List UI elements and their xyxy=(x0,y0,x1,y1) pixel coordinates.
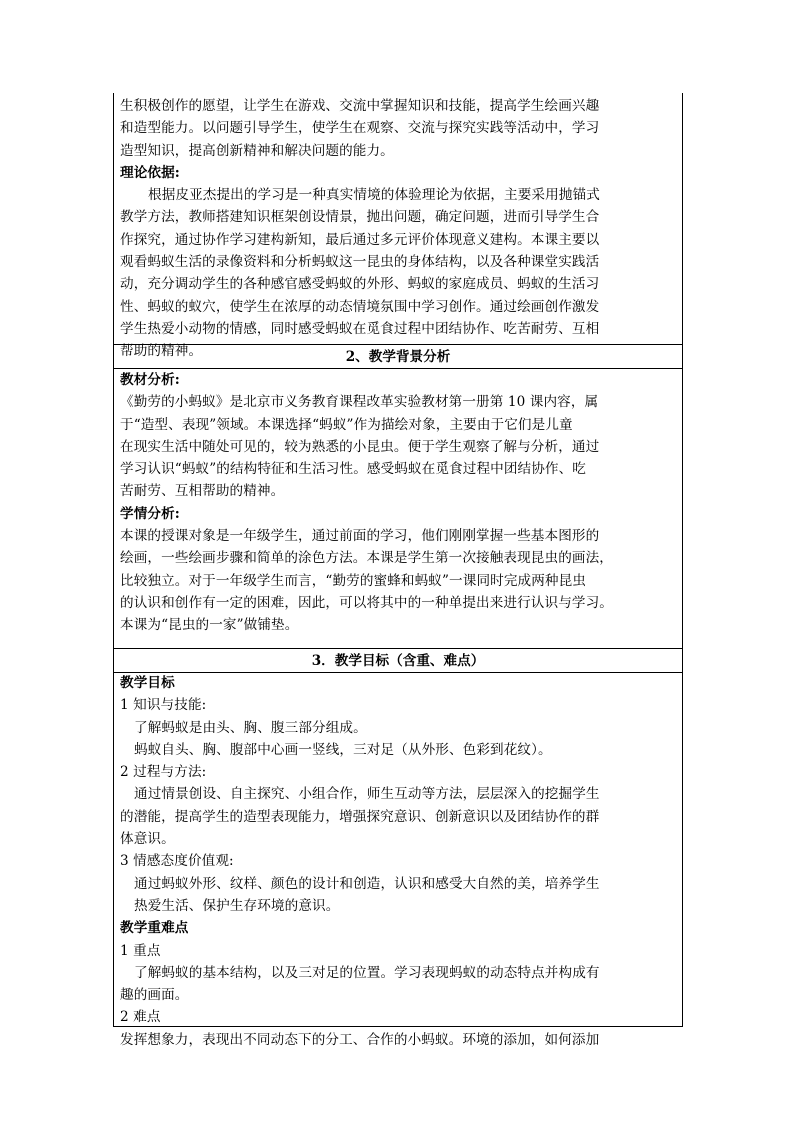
rationale-cell xyxy=(114,95,682,363)
text-line: 蚂蚁自头、胸、腹部中心画一竖线，三对足（从外形、色彩到花纹）。 xyxy=(134,741,552,758)
text-line: 和造型能力。以问题引导学生，使学生在观察、交流与探究实践等活动中，学习 xyxy=(120,120,600,137)
text-line: 学习认识“蚂蚁”的结构特征和生活习性。感受蚂蚁在觅食过程中团结协作、吃 xyxy=(120,461,586,478)
text-line: 本课为“昆虫的一家”做铺垫。 xyxy=(120,617,299,634)
text-line: 根据皮亚杰提出的学习是一种真实情境的体验理论为依据，主要采用抛锚式 xyxy=(148,187,600,204)
section-title: 3．教学目标（含重、难点） xyxy=(311,653,485,669)
text-line: 学生热爱小动物的情感，同时感受蚂蚁在觅食过程中团结协作、吃苦耐劳、互相 xyxy=(120,320,600,337)
material-heading: 教材分析: xyxy=(120,372,180,388)
key-label: 1 重点 xyxy=(120,942,161,959)
text-line: 的认识和创作有一定的困难，因此，可以将其中的一种单提出来进行认识与学习。 xyxy=(120,594,613,611)
text-line: 本课的授课对象是一年级学生，通过前面的学习，他们刚刚掌握一些基本图形的 xyxy=(120,528,600,545)
text-line: 生积极创作的愿望，让学生在游戏、交流中掌握知识和技能，提高学生绘画兴趣 xyxy=(120,98,600,114)
goals-heading: 教学目标 xyxy=(120,675,175,691)
text-line: 热爱生活、保护生存环境的意识。 xyxy=(134,897,340,914)
text-line: 性、蚂蚁的蚁穴，使学生在浓厚的动态情境氛围中学习创作。通过绘画创作激发 xyxy=(120,298,600,315)
row-divider xyxy=(114,648,682,649)
text-line: 体意识。 xyxy=(120,831,175,848)
background-cell xyxy=(114,369,682,637)
text-line: 帮助的精神。 xyxy=(120,343,203,360)
text-line: 动，充分调动学生的各种感官感受蚂蚁的外形、蚂蚁的家庭成员、蚂蚁的生活习 xyxy=(120,276,600,293)
objectives-cell xyxy=(114,672,682,1051)
student-heading: 学情分析: xyxy=(120,505,180,522)
text-line: 发挥想象力，表现出不同动态下的分工、合作的小蚂蚁。环境的添加，如何添加 xyxy=(120,1031,600,1048)
text-line: 绘画，一些绘画步骤和简单的涂色方法。本课是学生第一次接触表现昆虫的画法， xyxy=(120,550,613,567)
text-line: 的潜能，提高学生的造型表现能力，增强探究意识、创新意识以及团结协作的群 xyxy=(120,808,600,825)
text-line: 在现实生活中随处可见的，较为熟悉的小昆虫。便于学生观察了解与分析，通过 xyxy=(120,438,600,455)
section-title: 2、教学背景分析 xyxy=(345,349,451,365)
text-line: 造型知识，提高创新精神和解决问题的能力。 xyxy=(120,142,394,159)
text-line: 作探究，通过协作学习建构新知，最后通过多元评价体现意义建构。本课主要以 xyxy=(120,231,600,248)
text-line: 比较独立。对于一年级学生而言，“勤劳的蜜蜂和蚂蚁”一课同时完成两种昆虫 xyxy=(120,572,586,589)
goal-label: 3 情感态度价值观: xyxy=(120,853,234,870)
text-line: 趣的画面。 xyxy=(120,987,189,1004)
text-line: 通过情景创设、自主探究、小组合作，师生互动等方法，层层深入的挖掘学生 xyxy=(134,786,600,803)
text-line: 苦耐劳、互相帮助的精神。 xyxy=(120,483,285,500)
text-line: 了解蚂蚁是由头、胸、腹三部分组成。 xyxy=(134,719,367,736)
theory-heading: 理论依据: xyxy=(120,164,180,181)
text-line: 《勤劳的小蚂蚁》是北京市义务教育课程改革实验教材第一册第 10 课内容，属 xyxy=(120,394,599,411)
text-line: 通过蚂蚁外形、纹样、颜色的设计和创造，认识和感受大自然的美，培养学生 xyxy=(134,875,600,892)
text-line: 于“造型、表现”领域。本课选择“蚂蚁”作为描绘对象，主要由于它们是儿童 xyxy=(120,416,573,433)
text-line: 观看蚂蚁生活的录像资料和分析蚂蚁这一昆虫的身体结构，以及各种课堂实践活 xyxy=(120,254,600,271)
row-divider xyxy=(114,344,682,345)
lesson-plan-table xyxy=(113,93,683,1048)
text-line: 了解蚂蚁的基本结构，以及三对足的位置。学习表现蚂蚁的动态特点并构成有 xyxy=(134,964,600,981)
key-label: 2 难点 xyxy=(120,1009,161,1026)
key-heading: 教学重难点 xyxy=(120,920,189,937)
text-line: 教学方法，教师搭建知识框架创设情景，抛出问题，确定问题，进而引导学生合 xyxy=(120,209,600,226)
goal-label: 2 过程与方法: xyxy=(120,764,207,781)
goal-label: 1 知识与技能: xyxy=(120,697,207,714)
